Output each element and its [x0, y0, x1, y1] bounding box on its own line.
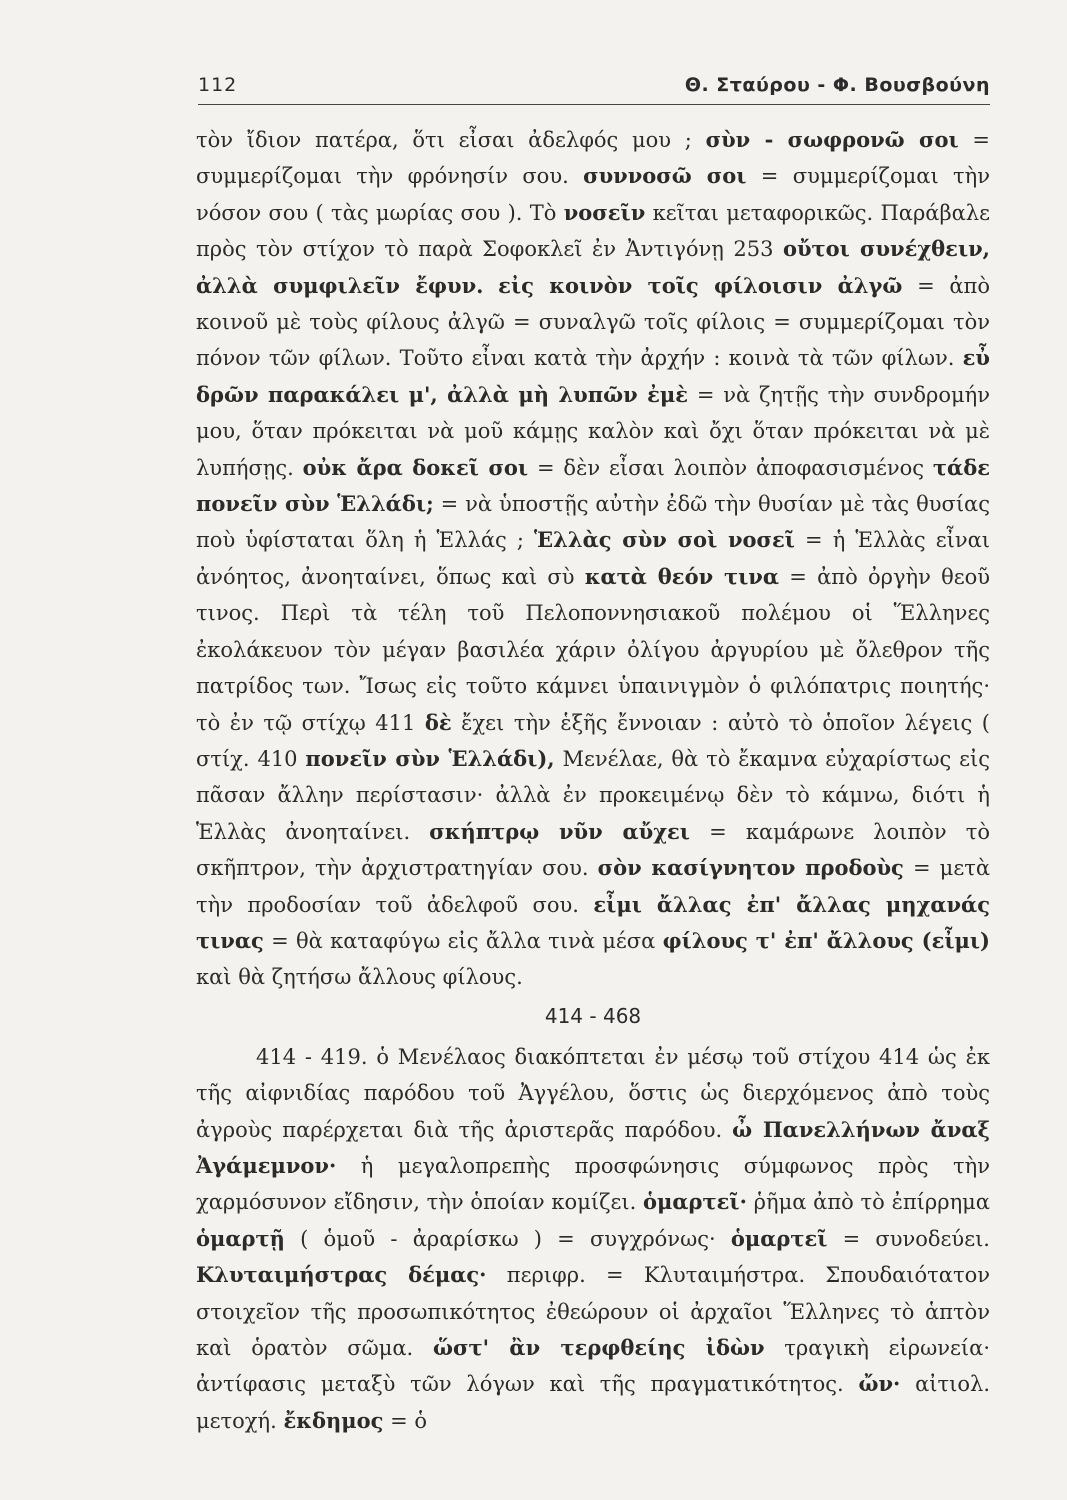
- gloss-text: ἔχει τὴν ἑξῆς ἔννοιαν : αὐτὸ τὸ ὁποῖον λέγεις ( στίχ. 410: [196, 710, 990, 771]
- lemma-term: πονεῖν σὺν Ἑλλάδι),: [305, 745, 555, 771]
- lemma-term: ὥστ' ἂν τερφθείης ἰδὼν: [432, 1335, 765, 1360]
- gloss-text: = συμμερίζομαι τὴν νόσον σου ( τὰς μωρίας σου ). Τὸ: [196, 164, 990, 225]
- lemma-term: φίλους τ' ἐπ' ἄλλους (εἶμι): [662, 927, 990, 953]
- gloss-text: αἰτιολ. μετοχή.: [196, 1372, 990, 1433]
- gloss-text: τὸν ἴδιον πατέρα, ὅτι εἶσαι ἀδελφός μου ;: [196, 128, 706, 152]
- gloss-text: = θὰ καταφύγω εἰς ἄλλα τινὰ μέσα: [263, 928, 663, 953]
- gloss-text: κεῖται μεταφορικῶς. Παράβαλε πρὸς τὸν στίχον τὸ παρὰ Σοφοκλεῖ ἐν Ἀντιγόνῃ 253: [196, 200, 990, 262]
- gloss-text: = μετὰ τὴν προδοσίαν τοῦ ἀδελφοῦ σου.: [196, 856, 991, 917]
- gloss-text: 414 - 419. ὁ Μενέλαος διακόπτεται ἐν μέσῳ τοῦ στίχου 414 ὡς ἐκ τῆς αἰφνιδίας παρόδου τοῦ Ἀγγέλου, ὅστις ὡς διερχόμενος ἀπὸ τοὺς ἀγροὺς παρέρχεται διὰ τῆς ἀριστερᾶς παρόδου.: [196, 1044, 990, 1142]
- lemma-term: κατὰ θεόν τινα: [584, 563, 780, 589]
- gloss-text: [483, 274, 498, 298]
- gloss-text: τραγικὴ εἰρωνεία· ἀντίφασις μεταξὺ τῶν λόγων καὶ τῆς πραγματικότητος.: [196, 1336, 991, 1397]
- lemma-term: ὁμαρτεῖ: [730, 1225, 828, 1251]
- gloss-text: ἡ μεγαλοπρεπὴς προσφώνησις σύμφωνος πρὸς τὴν χαρμόσυνον εἴδησιν, τὴν ὁποίαν κομίζει.: [196, 1153, 990, 1215]
- gloss-text: ( ὁμοῦ - ἀραρίσκω ) = συγχρόνως·: [284, 1226, 731, 1251]
- lemma-term: εἰς κοινὸν τοῖς φίλοισιν ἀλγῶ: [498, 272, 903, 298]
- lemma-term: ὦ Πανελλήνων ἄναξ Ἀγάμεμνον·: [196, 1116, 990, 1178]
- gloss-text: = ὁ: [383, 1408, 427, 1433]
- lemma-term: Ἑλλὰς σὺν σοὶ νοσεῖ: [534, 527, 795, 553]
- gloss-text: = ἡ Ἑλλὰς εἶναι ἀνόητος, ἀνοηταίνει, ὅπως καὶ σὺ: [196, 528, 990, 589]
- gloss-text: = συνοδεύει.: [827, 1226, 990, 1251]
- gloss-text: = νὰ ὑποστῇς αὐτὴν ἐδῶ τὴν θυσίαν μὲ τὰς θυσίας ποὺ ὑφίσταται ὅλη ἡ Ἑλλάς ;: [196, 492, 990, 553]
- gloss-text: καὶ θὰ ζητήσω ἄλλους φίλους.: [196, 965, 523, 990]
- commentary-paragraph-2: [196, 1039, 990, 1439]
- lemma-term: σὺν - σωφρονῶ σοι: [705, 127, 959, 152]
- page-header: [198, 72, 990, 105]
- gloss-text: = συμμερίζομαι τὴν φρόνησίν σου.: [196, 128, 990, 189]
- lemma-term: οὐκ ἄρα δοκεῖ σοι: [302, 454, 529, 480]
- section-heading: 414 - 468: [544, 1003, 642, 1028]
- gloss-text: = νὰ ζητῇς τὴν συνδρομήν μου, ὅταν πρόκειται νὰ μοῦ κάμῃς καλὸν καὶ ὄχι ὅταν πρόκειται νὰ μὲ λυπήσῃς.: [196, 382, 990, 480]
- lemma-term: Κλυταιμήστρας δέμας·: [196, 1262, 487, 1288]
- lemma-term: δὲ: [424, 709, 452, 735]
- lemma-term: ἔκδημος: [283, 1407, 384, 1433]
- commentary-body: [196, 122, 990, 1439]
- gloss-text: περιφρ. = Κλυταιμήστρα. Σπουδαιότατον στοιχεῖον τῆς προσωπικότητος ἐθεώρουν οἱ ἀρχαῖοι Ἕλληνες τὸ ἁπτὸν καὶ ὁρατὸν σῶμα.: [196, 1263, 990, 1360]
- lemma-term: ὁμαρτεῖ·: [643, 1189, 747, 1215]
- running-head: Θ. Σταύρου - Φ. Βουσβούνη: [684, 74, 990, 96]
- lemma-term: εἶμι ἄλλας ἐπ' ἄλλας μηχανάς τινας: [196, 891, 990, 953]
- page-number: 112: [198, 74, 238, 96]
- gloss-text: = καμάρωνε λοιπὸν τὸ σκῆπτρον, τὴν ἀρχιστρατηγίαν σου.: [196, 819, 990, 881]
- lemma-term: εὖ δρῶν παρακάλει μ', ἀλλὰ μὴ λυπῶν ἐμὲ: [196, 345, 990, 407]
- gloss-text: Μενέλαε, θὰ τὸ ἔκαμνα εὐχαρίστως εἰς πᾶσαν ἄλλην περίστασιν· ἀλλὰ ἐν προκειμένῳ δὲν τὸ κάμνω, διότι ἡ Ἑλλὰς ἀνοηταίνει.: [196, 746, 990, 844]
- commentary-paragraph-1: [196, 122, 990, 996]
- gloss-text: = ἀπὸ ὀργὴν θεοῦ τινος. Περὶ τὰ τέλη τοῦ Πελοποννησιακοῦ πολέμου οἱ Ἕλληνες ἐκολάκευον τὸν μέγαν βασιλέα χάριν ὀλίγου ἀργυρίου μὲ ὄλεθρον τῆς πατρίδος των. Ἴσως εἰς τοῦτο κάμνει ὑπαινιγμὸν ὁ φιλόπατρις ποιητής· τὸ ἐν τῷ στίχῳ 411: [196, 564, 990, 735]
- lemma-term: τάδε πονεῖν σὺν Ἑλλάδι;: [196, 454, 990, 517]
- gloss-text: = ἀπὸ κοινοῦ μὲ τοὺς φίλους ἀλγῶ = συναλγῶ τοῖς φίλοις = συμμερίζομαι τὸν πόνον τῶν φίλων. Τοῦτο εἶναι κατὰ τὴν ἀρχήν : κοινὰ τὰ τῶν φίλων.: [196, 273, 990, 371]
- lemma-term: ὤν·: [858, 1371, 901, 1397]
- lemma-term: νοσεῖν: [563, 199, 646, 225]
- lemma-term: σὸν κασίγνητον προδοὺς: [597, 855, 904, 881]
- gloss-text: ῥῆμα ἀπὸ τὸ ἐπίρρημα: [746, 1190, 990, 1215]
- lemma-term: ὁμαρτῇ: [196, 1225, 285, 1251]
- lemma-term: σκήπτρῳ νῦν αὔχει: [429, 818, 690, 844]
- gloss-text: = δὲν εἶσαι λοιπὸν ἀποφασισμένος: [528, 455, 933, 480]
- lemma-term: συννοσῶ σοι: [583, 163, 747, 189]
- lemma-term: οὔτοι συνέχθειν, ἀλλὰ συμφιλεῖν ἔφυν.: [196, 236, 990, 298]
